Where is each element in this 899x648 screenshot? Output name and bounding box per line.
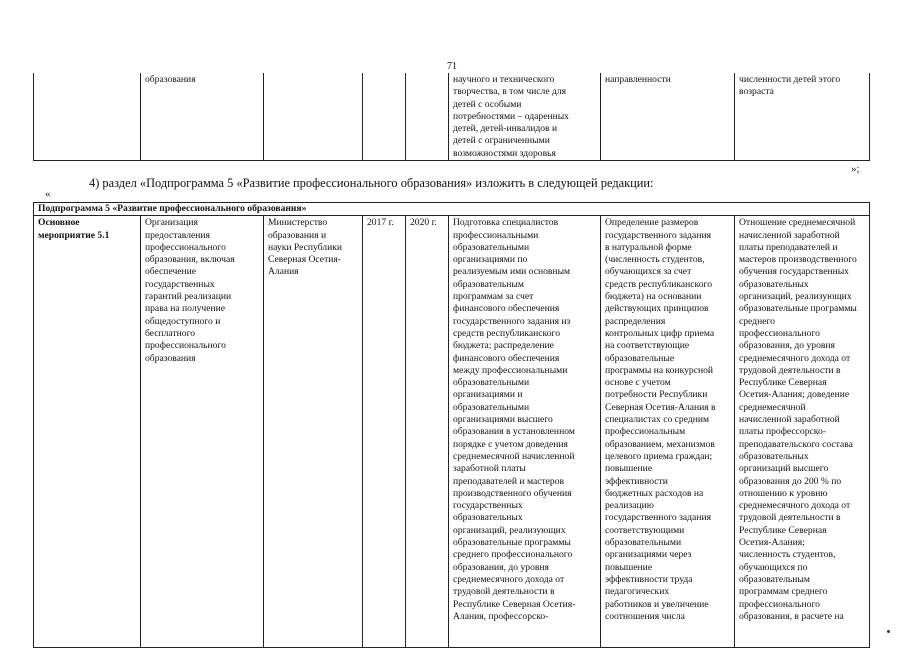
end-year-cell: 2020 г.	[406, 216, 449, 648]
mechanism-cell: Определение размеров государственного задания в натуральной форме (численность студентов, обучающихся за счет средств республиканского бюджета) на основании действующих принципов распределения контрольных цифр приема на соответствующие образовательные программы на конкурсной основе с учетом потребности Республики Северная Осетия-Алания в специалистах со средним профессиональным образованием, механизмов целевого приема граждан; повышение эффективности бюджетных расходов на реализацию государственного задания соответствующими образовательными организациями через повышение эффективности труда педагогических работников и увеличение соотношения числа	[601, 216, 735, 648]
amendment-paragraph: 4) раздел «Подпрограмма 5 «Развитие профессионального образования» изложить в следующей редакции:	[89, 176, 654, 190]
table-row	[34, 216, 870, 648]
page-number: 71	[447, 61, 457, 72]
table-cell: численности детей этого возраста	[735, 73, 870, 161]
scan-mark	[887, 630, 890, 633]
table-cell: направленности	[601, 73, 735, 161]
expected-result-cell: Подготовка специалистов профессиональными образовательными организациями по реализуемым ими основным образовательным программам за счет финансового обеспечения государственного задания из средств республиканского бюджета; распределение финансового обеспечения между профессиональными образовательными организациями и образовательными организациями высшего образования в установленном порядке с учетом доведения среднемесячной начисленной заработной платы преподавателей и мастеров производственного обучения государственных образовательных организаций, реализующих образовательные программы среднего профессионального образования, до уровня среднемесячного дохода от трудовой деятельности в Республике Северная Осетия- Алания, профессорско-	[449, 216, 601, 648]
executor-cell: Министерство образования и науки Республики Северная Осетия- Алания	[264, 216, 363, 648]
table-row	[34, 73, 870, 161]
table-cell: научного и технического творчества, в том числе для детей с особыми потребностями – одаренных детей, детей-инвалидов и детей с ограниченными возможностями здоровья	[449, 73, 601, 161]
table-cell	[264, 73, 363, 161]
closing-quote: »;	[851, 163, 860, 175]
table-cell	[363, 73, 406, 161]
opening-quote: «	[45, 188, 51, 200]
activity-name-cell: Основное мероприятие 5.1	[34, 216, 141, 648]
continuation-table	[33, 73, 870, 161]
subprogram-title: Подпрограмма 5 «Развитие профессионального образования»	[34, 203, 870, 216]
table-cell	[406, 73, 449, 161]
table-cell	[34, 73, 141, 161]
indicators-cell: Отношение среднемесячной начисленной заработной платы преподавателей и мастеров производственного обучения государственных образовательных организаций, реализующих образовательные программы среднего профессионального образования, до уровня среднемесячного дохода от трудовой деятельности в Республике Северная Осетия-Алания; доведение среднемесячной начисленной заработной платы профессорско- преподавательского состава образовательных организаций высшего образования до 200 % по отношению к уровню среднемесячного дохода от трудовой деятельности в Республике Северная Осетия-Алания; численность студентов, обучающихся по образовательным программам среднего профессионального образования, в расчете на	[735, 216, 870, 648]
table-cell: образования	[141, 73, 264, 161]
start-year-cell: 2017 г.	[363, 216, 406, 648]
subprogram-table	[33, 202, 870, 648]
subprogram-title-row	[34, 203, 870, 216]
activity-description-cell: Организация предоставления профессионального образования, включая обеспечение государственных гарантий реализации права на получение общедоступного и бесплатного профессионального образования	[141, 216, 264, 648]
